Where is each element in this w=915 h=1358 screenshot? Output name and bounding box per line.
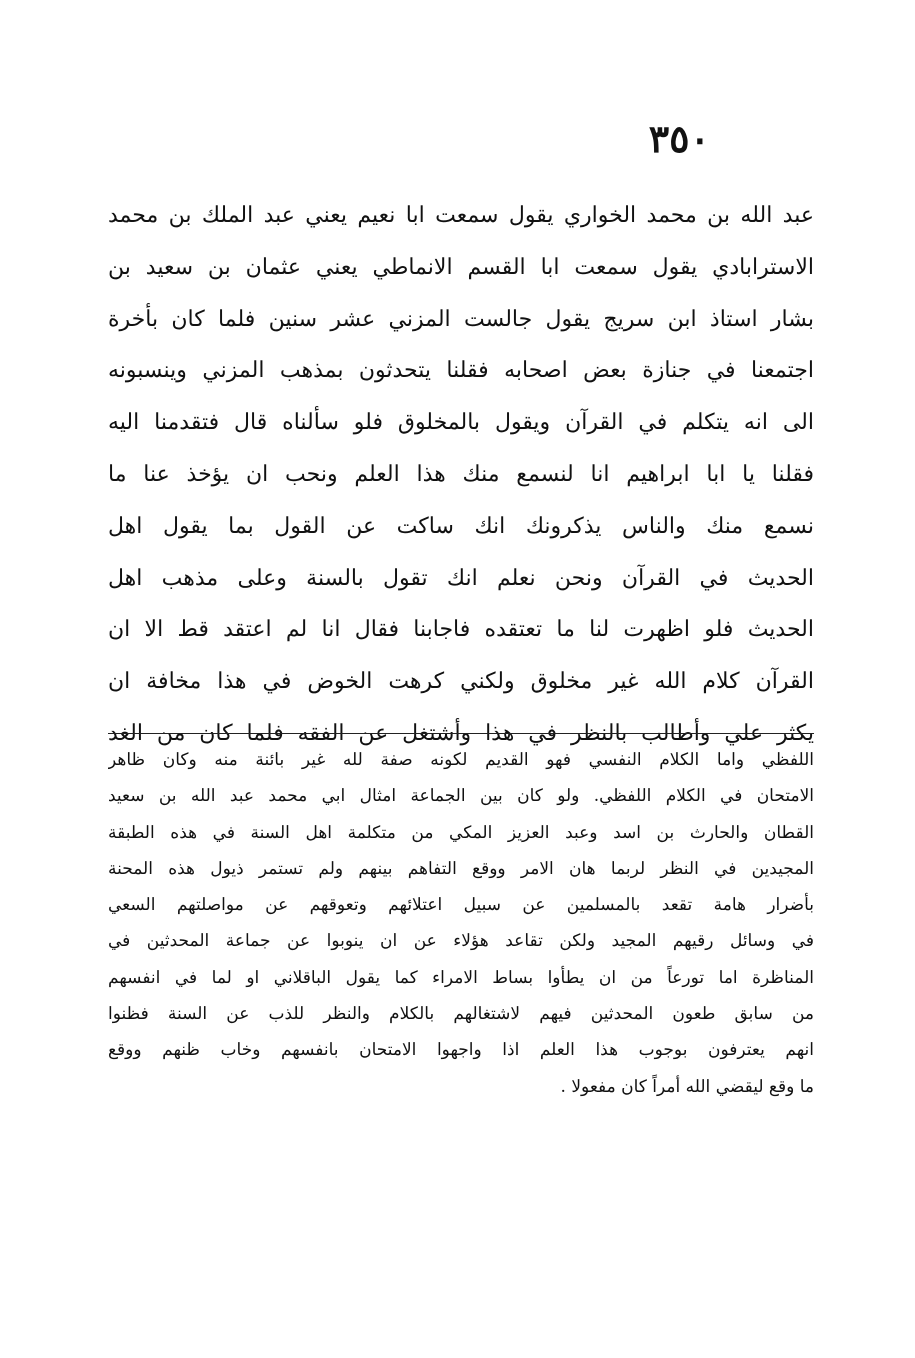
main-text-line: الاسترابادي يقول سمعت ابا القسم الانماطي يعني عثمان بن سعيد بن — [108, 254, 814, 280]
main-text-line: فقلنا يا ابا ابراهيم انا لنسمع منك هذا العلم ونحب ان يؤخذ عنا ما — [108, 461, 814, 487]
main-text — [108, 190, 814, 760]
footnote-divider — [108, 733, 814, 734]
main-text-line: الحديث في القرآن ونحن نعلم انك تقول بالسنة وعلى مذهب اهل — [108, 565, 814, 591]
footnote-line: انهم يعترفون بوجوب هذا العلم اذا واجهوا الامتحان بانفسهم وخاب ظنهم ووقع — [108, 1040, 814, 1061]
footnote-line: من سابق طعون المحدثين فيهم لاشتغالهم بالكلام والنظر للذب عن السنة فظنوا — [108, 1004, 814, 1025]
main-text-line: اجتمعنا في جنازة بعض اصحابه فقلنا يتحدثون بمذهب المزني وينسبونه — [108, 358, 814, 384]
footnote-line: المناظرة اما تورعاً من ان يطأوا بساط الامراء كما يقول الباقلاني او لما في انفسهم — [108, 967, 814, 988]
footnote-line: ما وقع ليقضي الله أمراً كان مفعولا . — [560, 1076, 814, 1097]
main-text-line: عبد الله بن محمد الخواري يقول سمعت ابا نعيم يعني عبد الملك بن محمد — [108, 203, 814, 228]
page-number: ٣٥٠ — [648, 116, 710, 161]
main-text-line: الى انه يتكلم في القرآن ويقول بالمخلوق فلو سألناه قال فتقدمنا اليه — [108, 410, 814, 436]
footnote-text — [108, 742, 814, 1105]
footnote-line: الامتحان في الكلام اللفظي. ولو كان بين الجماعة امثال ابي محمد عبد الله بن سعيد — [108, 786, 814, 807]
main-text-line: الحديث فلو اظهرت لنا ما تعتقده فاجابنا فقال انا لم اعتقد قط الا ان — [108, 617, 814, 643]
main-text-line: بشار استاذ ابن سريج يقول جالست المزني عشر سنين فلما كان بأخرة — [108, 306, 814, 332]
footnote-line: المجيدين في النظر لربما هان الامر ووقع التفاهم بينهم ولم تستمر ذيول هذه المحنة — [108, 858, 814, 879]
footnote-line: اللفظي واما الكلام النفسي فهو القديم لكونه صفة لله غير بائنة منه وكان ظاهر — [108, 750, 814, 770]
main-text-line: يكثر علي وأطالب بالنظر في هذا وأشتغل عن الفقه فلما كان من الغد — [108, 720, 814, 746]
main-text-line: القرآن كلام الله غير مخلوق ولكني كرهت الخوض في هذا مخافة ان — [108, 669, 814, 695]
footnote-line: القطان والحارث بن اسد وعبد العزيز المكي من متكلمة اهل السنة في هذه الطبقة — [108, 822, 814, 843]
footnote-line: في وسائل رقيهم المجيد ولكن تقاعد هؤلاء عن ان ينوبوا عن جماعة المحدثين في — [108, 931, 814, 952]
footnote-line: بأضرار هامة تقعد بالمسلمين عن سبيل اعتلائهم وتعوقهم عن مواصلتهم السعي — [108, 895, 814, 916]
main-text-line: نسمع منك والناس يذكرونك انك ساكت عن القول بما يقول اهل — [108, 513, 814, 539]
